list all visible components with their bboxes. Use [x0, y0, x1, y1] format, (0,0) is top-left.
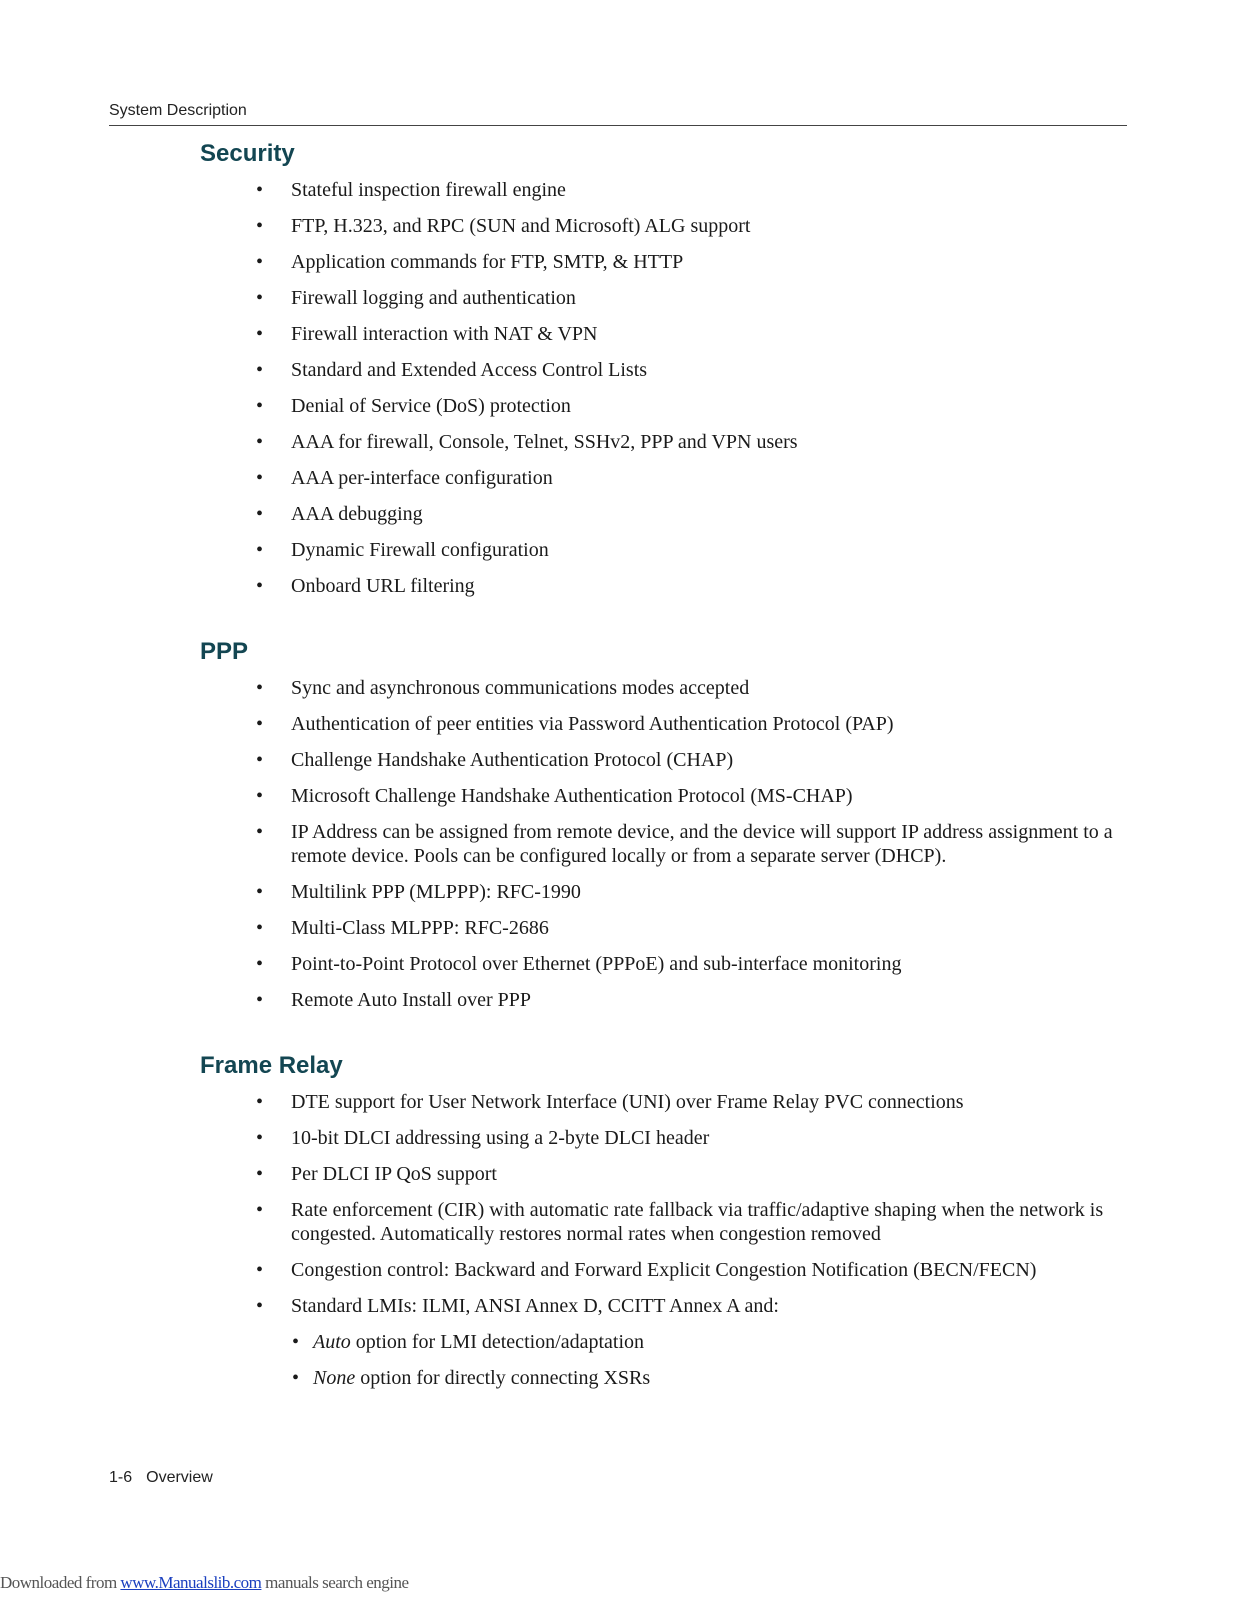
watermark-prefix: Downloaded from [0, 1573, 121, 1592]
section-ppp [200, 634, 1130, 1012]
list-item: • Remote Auto Install over PPP [200, 988, 1130, 1012]
watermark-suffix: manuals search engine [261, 1573, 409, 1592]
list-item: • Standard LMIs: ILMI, ANSI Annex D, CCITT Annex A and: [200, 1294, 1130, 1318]
list-item: • AAA for firewall, Console, Telnet, SSHv2, PPP and VPN users [200, 430, 1130, 454]
list-item: • Challenge Handshake Authentication Protocol (CHAP) [200, 748, 1130, 772]
section-frame-relay [200, 1048, 1130, 1390]
option-description: option for LMI detection/adaptation [350, 1331, 645, 1353]
sub-list-item [200, 1330, 1130, 1354]
list-item: • FTP, H.323, and RPC (SUN and Microsoft) ALG support [200, 214, 1130, 238]
option-description: option for directly connecting XSRs [355, 1367, 651, 1389]
list-item: • Microsoft Challenge Handshake Authentication Protocol (MS-CHAP) [200, 784, 1130, 808]
header-rule [109, 125, 1127, 126]
sub-list-item [200, 1366, 1130, 1390]
sub-bullet-list [200, 1330, 1130, 1390]
list-item: • Multi-Class MLPPP: RFC-2686 [200, 916, 1130, 940]
list-item: • Standard and Extended Access Control Lists [200, 358, 1130, 382]
page-footer [109, 1469, 213, 1487]
list-item: • Denial of Service (DoS) protection [200, 394, 1130, 418]
list-item: • Stateful inspection firewall engine [200, 178, 1130, 202]
list-item: • AAA debugging [200, 502, 1130, 526]
running-head: System Description [109, 102, 247, 119]
list-item: • Multilink PPP (MLPPP): RFC-1990 [200, 880, 1130, 904]
bullet-list [200, 676, 1130, 1012]
bullet-list [200, 178, 1130, 598]
option-term: Auto [313, 1331, 351, 1353]
bullet-list [200, 1090, 1130, 1318]
list-item: • Congestion control: Backward and Forward Explicit Congestion Notification (BECN/FECN) [200, 1258, 1130, 1282]
list-item: • Firewall logging and authentication [200, 286, 1130, 310]
list-item: • AAA per-interface configuration [200, 466, 1130, 490]
list-item: • Per DLCI IP QoS support [200, 1162, 1130, 1186]
list-item: • 10-bit DLCI addressing using a 2-byte DLCI header [200, 1126, 1130, 1150]
list-item: • IP Address can be assigned from remote device, and the device will support IP address assignment to a remote device. Pools can be configured locally or from a separate server (DHCP). [200, 820, 1130, 868]
section-heading: PPP [200, 638, 249, 665]
section-heading: Security [200, 140, 295, 167]
section-heading: Frame Relay [200, 1052, 343, 1079]
manualslib-link[interactable]: www.Manualslib.com [120, 1573, 262, 1592]
chapter-name: Overview [146, 1469, 213, 1486]
list-item: • Application commands for FTP, SMTP, & HTTP [200, 250, 1130, 274]
list-item: • Dynamic Firewall configuration [200, 538, 1130, 562]
list-item: • Rate enforcement (CIR) with automatic rate fallback via traffic/adaptive shaping when the network is congested. Automatically restores normal rates when congestion removed [200, 1198, 1130, 1246]
list-item: • Onboard URL filtering [200, 574, 1130, 598]
page-content [200, 136, 1130, 1390]
page-number: 1-6 [109, 1469, 133, 1486]
list-item: • Sync and asynchronous communications modes accepted [200, 676, 1130, 700]
list-item: • Firewall interaction with NAT & VPN [200, 322, 1130, 346]
section-security [200, 136, 1130, 598]
list-item: • DTE support for User Network Interface (UNI) over Frame Relay PVC connections [200, 1090, 1130, 1114]
option-term: None [313, 1367, 356, 1389]
list-item: • Authentication of peer entities via Password Authentication Protocol (PAP) [200, 712, 1130, 736]
download-watermark [0, 1573, 409, 1593]
list-item: • Point-to-Point Protocol over Ethernet (PPPoE) and sub-interface monitoring [200, 952, 1130, 976]
